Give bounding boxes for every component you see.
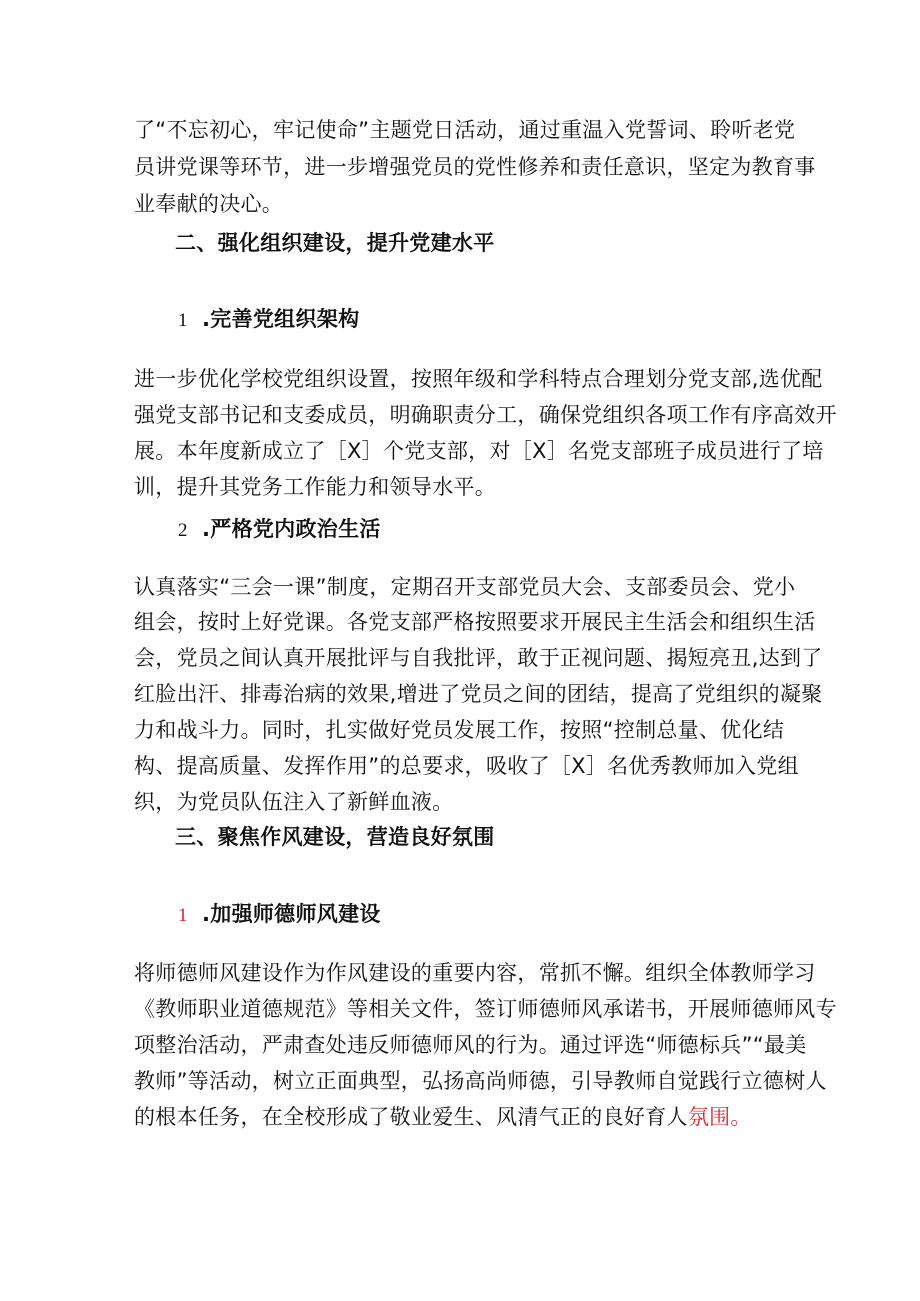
text-line: 力和战斗力。同时，扎实做好党员发展工作，按照“控制总量、优化结 <box>134 718 785 742</box>
text-line: 教师”等活动，树立正面典型，弘扬高尚师德，引导教师自觉践行立德树人 <box>134 1069 827 1093</box>
subsection-heading <box>178 304 359 336</box>
text-line: 会，党员之间认真开展批评与自我批评，敢于正视问题、揭短亮丑,达到了 <box>134 646 823 670</box>
text-line: 进一步优化学校党组织设置，按照年级和学科特点合理划分党支部,选优配 <box>134 367 823 391</box>
subsection-title: .加强师德师风建设 <box>202 902 381 926</box>
subsection-heading <box>178 514 381 546</box>
text-line <box>134 1102 752 1132</box>
subsection-number: 1 <box>178 310 188 331</box>
text-line: 构、提高质量、发挥作用”的总要求，吸收了［X］名优秀教师加入党组 <box>134 754 799 778</box>
section-heading: 三、聚焦作风建设，营造良好氛围 <box>175 825 495 849</box>
text-line: 红脸出汗、排毒治病的效果,增进了党员之间的团结，提高了党组织的凝聚 <box>134 682 823 706</box>
text-segment: 的根本任务，在全校形成了敬业爱生、风清气正的良好育人 <box>134 1105 688 1129</box>
text-line: 强党支部书记和支委成员，明确职责分工，确保党组织各项工作有序高效开 <box>134 403 837 427</box>
text-line: 项整治活动，严肃查处违反师德师风的行为。通过评选“师德标兵”“最美 <box>134 1033 807 1057</box>
text-line: 织，为党员队伍注入了新鲜血液。 <box>134 790 454 814</box>
text-line: 训，提升其党务工作能力和领导水平。 <box>134 475 497 499</box>
text-line: 《教师职业道德规范》等相关文件，签订师德师风承诺书，开展师德师风专 <box>134 997 837 1021</box>
subsection-number: 1 <box>178 905 188 926</box>
text-line: 了“不忘初心，牢记使命”主题党日活动，通过重温入党誓词、聆听老党 <box>134 118 796 142</box>
text-line: 组会，按时上好党课。各党支部严格按照要求开展民主生活会和组织生活 <box>134 610 816 634</box>
section-heading: 二、强化组织建设，提升党建水平 <box>175 231 495 255</box>
subsection-title: .完善党组织架构 <box>202 307 360 331</box>
subsection-heading <box>178 899 381 931</box>
highlighted-text: 氛围。 <box>687 1105 752 1129</box>
text-line: 认真落实“三会一课”制度，定期召开支部党员大会、支部委员会、党小 <box>134 575 796 599</box>
subsection-number: 2 <box>178 520 188 541</box>
text-line: 业奉献的决心。 <box>134 192 284 216</box>
subsection-title: .严格党内政治生活 <box>202 517 381 541</box>
text-line: 员讲党课等环节，进一步增强党员的党性修养和责任意识，坚定为教育事 <box>134 155 816 179</box>
text-line: 将师德师风建设作为作风建设的重要内容，常抓不懈。组织全体教师学习 <box>134 961 816 985</box>
text-line: 展。本年度新成立了［X］个党支部，对［X］名党支部班子成员进行了培 <box>134 439 824 463</box>
